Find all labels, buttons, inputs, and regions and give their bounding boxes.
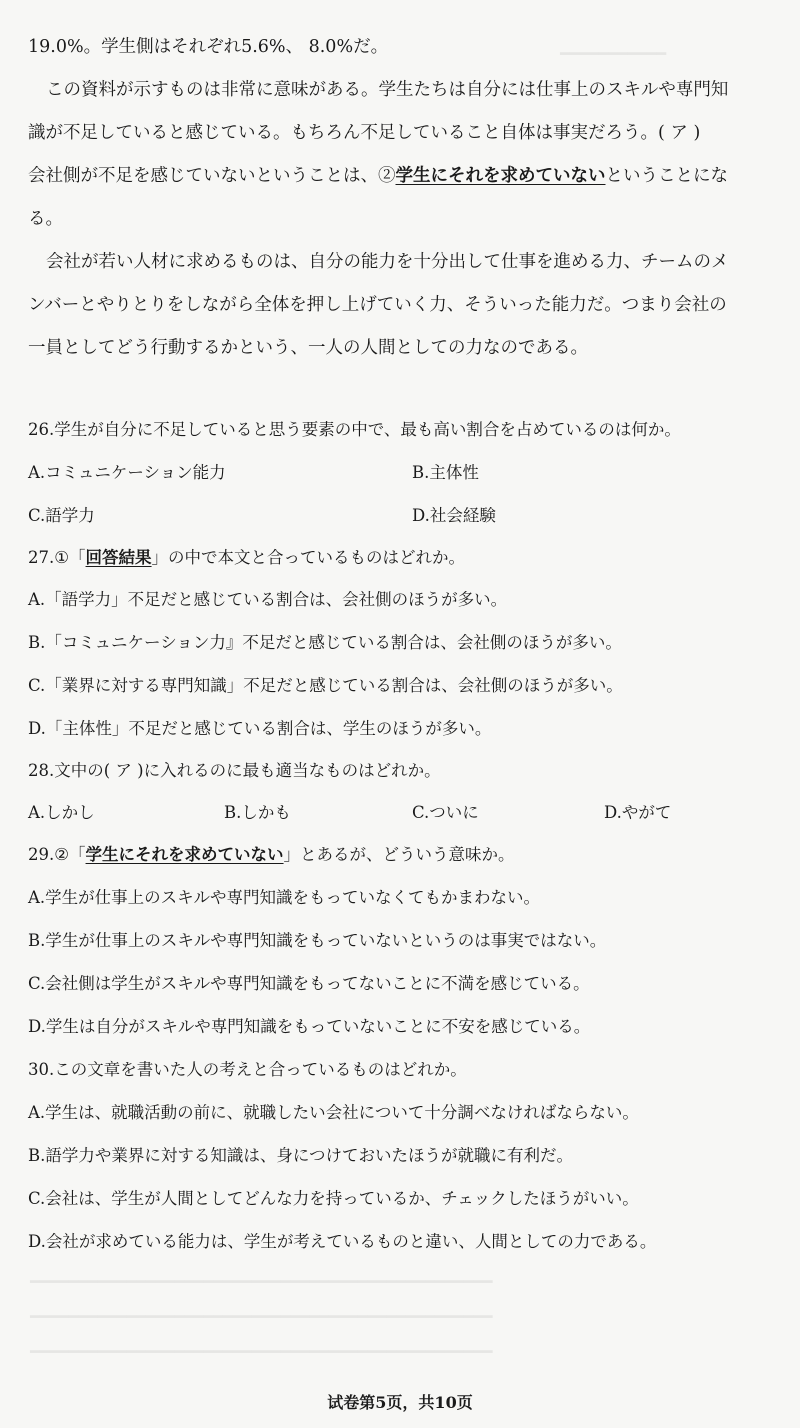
question-28-option-d[interactable]: D.やがて: [604, 803, 672, 822]
question-30-option-d[interactable]: D.会社が求めている能力は、学生が考えているものと違い、人間としての力である。: [28, 1232, 657, 1251]
underlined-phrase-2: 学生にそれを求めていない: [85, 845, 284, 864]
question-26-option-c[interactable]: C.語学力: [28, 506, 95, 525]
question-stem-text: 27.①「: [28, 548, 86, 567]
question-27-option-b[interactable]: B.「コミュニケーション力』不足だと感じている割合は、会社側のほうが多い。: [28, 633, 622, 652]
bleed-through-text: ━━━━━━━━━━━━━━━━━━━━━━━━━━━━━━━━━━━━━━━━━━━━━━━━: [30, 1342, 493, 1361]
question-30-option-a[interactable]: A.学生は、就職活動の前に、就職したい会社について十分調べなければならない。: [28, 1103, 639, 1122]
passage-line: 識が不足していると感じている。もちろん不足していること自体は事実だろう。( ア ): [28, 123, 701, 143]
question-26-stem: 26.学生が自分に不足していると思う要素の中で、最も高い割合を占めているのは何か。: [28, 420, 681, 439]
question-stem-text: 29.②「: [28, 845, 86, 864]
passage-line: 一員としてどう行動するかという、一人の人間としての力なのである。: [28, 338, 588, 358]
underlined-phrase-2: 学生にそれを求めていない: [395, 166, 606, 186]
passage-line: この資料が示すものは非常に意味がある。学生たちは自分には仕事上のスキルや専門知: [46, 80, 729, 100]
question-29-option-c[interactable]: C.会社側は学生がスキルや専門知識をもってないことに不満を感じている。: [28, 974, 590, 993]
question-26-option-d[interactable]: D.社会経験: [412, 506, 496, 525]
bleed-through-text: ━━━━━━━━━━━━━━━━━━━━━━━━━━━━━━━━━━━━━━━━━━━━━━━━: [30, 1307, 493, 1326]
question-29-option-b[interactable]: B.学生が仕事上のスキルや専門知識をもっていないというのは事実ではない。: [28, 931, 607, 950]
question-30-option-c[interactable]: C.会社は、学生が人間としてどんな力を持っているか、チェックしたほうがいい。: [28, 1189, 639, 1208]
question-stem-text: 」とあるが、どういう意味か。: [283, 845, 515, 864]
question-29-option-d[interactable]: D.学生は自分がスキルや専門知識をもっていないことに不安を感じている。: [28, 1017, 591, 1036]
question-30-option-b[interactable]: B.語学力や業界に対する知識は、身につけておいたほうが就職に有利だ。: [28, 1146, 574, 1165]
passage-line: 会社が若い人材に求めるものは、自分の能力を十分出して仕事を進める力、チームのメ: [46, 252, 729, 272]
question-28-option-b[interactable]: B.しかも: [224, 803, 291, 822]
question-stem-text: 」の中で本文と合っているものはどれか。: [151, 548, 466, 567]
question-26-option-a[interactable]: A.コミュニケーション能力: [28, 463, 226, 482]
passage-line: ンバーとやりとりをしながら全体を押し上げていく力、そういった能力だ。つまり会社の: [28, 295, 727, 315]
passage-line: [28, 163, 780, 189]
passage-line: る。: [28, 209, 63, 229]
question-27-option-d[interactable]: D.「主体性」不足だと感じている割合は、学生のほうが多い。: [28, 719, 492, 738]
underlined-phrase-1: 回答結果: [85, 548, 152, 567]
question-27-option-a[interactable]: A.「語学力」不足だと感じている割合は、会社側のほうが多い。: [28, 590, 508, 609]
bleed-through-text: ━━━━━━━━━━━━━━━━━━━━━━━━━━━━━━━━━━━━━━━━━━━━━━━━: [30, 1272, 493, 1291]
page-number-footer: 试卷第5页，共10页: [327, 1393, 473, 1412]
question-27-option-c[interactable]: C.「業界に対する専門知識」不足だと感じている割合は、会社側のほうが多い。: [28, 676, 623, 695]
passage-text: 会社側が不足を感じていないということは、②: [28, 166, 396, 186]
question-29-option-a[interactable]: A.学生が仕事上のスキルや専門知識をもっていなくてもかまわない。: [28, 888, 540, 907]
question-29-stem: [28, 842, 780, 868]
passage-line: 19.0%。学生側はそれぞれ5.6%、 8.0%だ。: [28, 37, 389, 57]
question-30-stem: 30.この文章を書いた人の考えと合っているものはどれか。: [28, 1060, 467, 1079]
passage-text: ということにな: [605, 166, 728, 186]
question-28-option-a[interactable]: A.しかし: [28, 803, 95, 822]
question-28-option-c[interactable]: C.ついに: [412, 803, 479, 822]
bleed-through-text: ━━━━━━━━━━━: [560, 44, 666, 63]
question-28-stem: 28.文中の( ア )に入れるのに最も適当なものはどれか。: [28, 761, 441, 780]
question-27-stem: [28, 545, 780, 571]
question-26-option-b[interactable]: B.主体性: [412, 463, 479, 482]
